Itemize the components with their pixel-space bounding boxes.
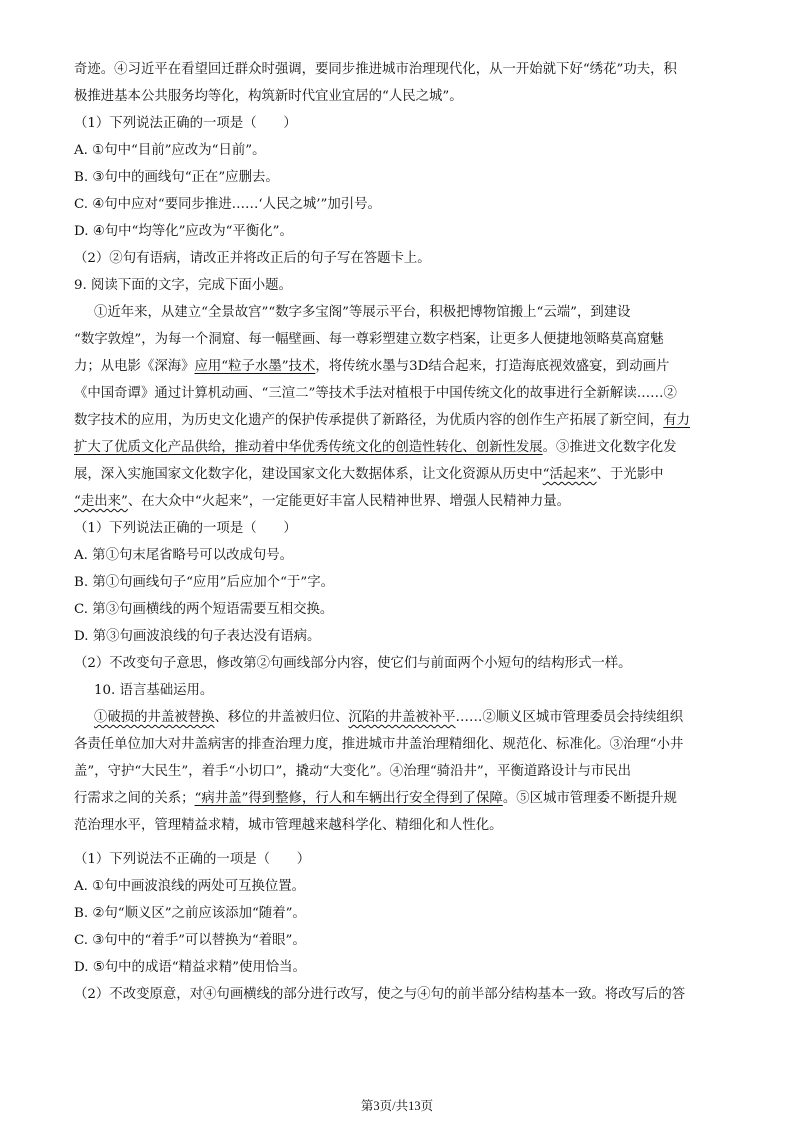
text-segment: 行需求之间的关系； bbox=[74, 791, 195, 806]
wavy-underlined-segment: “走出来” bbox=[74, 494, 128, 509]
wavy-underlined-segment: “活起来” bbox=[542, 467, 597, 482]
question-9-1-prompt: （1）下列说法正确的一项是（ ） bbox=[74, 521, 297, 536]
text-segment: 、移位的井盖被归位、 bbox=[214, 710, 349, 725]
option-b: B. ③句中的画线句“正在”应删去。 bbox=[74, 170, 279, 185]
passage-line: 各责任单位加大对井盖病害的排查治理力度，推进城市井盖治理精细化、规范化、标准化。③治理“小井 bbox=[74, 737, 684, 752]
option-a: A. ①句中画波浪线的两处可互换位置。 bbox=[74, 879, 306, 894]
passage-line bbox=[94, 708, 683, 728]
text-segment: 、于光影中 bbox=[596, 467, 664, 482]
underlined-segment: 应用“粒子水墨”技术 bbox=[194, 359, 316, 374]
passage-line bbox=[74, 492, 570, 512]
passage-line: ①近年来，从建立“全景故宫”“数字多宝阁”等展示平台，积极把博物馆搬上“云端”，到建设 bbox=[94, 305, 631, 320]
text-segment: 。③推进文化数字化发 bbox=[542, 440, 677, 455]
option-c: C. ③句中的“着手”可以替换为“着眼”。 bbox=[74, 933, 306, 948]
option-d: D. ⑤句中的成语“精益求精”使用恰当。 bbox=[74, 960, 306, 975]
passage-line bbox=[74, 438, 677, 458]
question-9-title: 9. 阅读下面的文字，完成下面小题。 bbox=[74, 278, 292, 293]
text-segment: 展，深入实施国家文化数字化，建设国家文化大数据体系，让文化资源从历史中 bbox=[74, 467, 543, 482]
wavy-underlined-segment: ①破损的井盖被替换 bbox=[94, 710, 215, 725]
option-b: B. 第①句画线句子“应用”后应加个“于”字。 bbox=[74, 575, 334, 590]
passage-line bbox=[74, 357, 669, 377]
passage-line: “数字敦煌”，为每一个洞窟、每一幅壁画、每一尊彩塑建立数字档案，让更多人便捷地领略莫高窟魅 bbox=[74, 332, 664, 347]
option-a: A. ①句中“目前”应改为“日前”。 bbox=[74, 143, 266, 158]
option-d: D. 第③句画波浪线的句子表达没有语病。 bbox=[74, 629, 321, 644]
wavy-underlined-segment: 沉陷的井盖被补平 bbox=[348, 710, 456, 725]
text-segment: ，将传统水墨与3D结合起来，打造海底视效盛宴，到动画片 bbox=[315, 359, 670, 374]
option-c: C. 第③句画横线的两个短语需要互相交换。 bbox=[74, 602, 334, 617]
underlined-segment: 有力 bbox=[663, 413, 690, 428]
option-d: D. ④句中“均等化”应改为“平衡化”。 bbox=[74, 224, 293, 239]
paragraph-line: 极推进基本公共服务均等化，构筑新时代宜业宜居的“人民之城”。 bbox=[74, 89, 463, 104]
question-10-1-prompt: （1）下列说法不正确的一项是（ ） bbox=[74, 852, 311, 867]
question-10-title: 10. 语言基础运用。 bbox=[94, 683, 214, 698]
question-8-2-prompt: （2）②句有语病，请改正并将改正后的句子写在答题卡上。 bbox=[74, 251, 431, 266]
text-segment: ……②顺义区城市管理委员会持续组织 bbox=[455, 710, 684, 725]
text-segment: 。⑤区城市管理委不断提升规 bbox=[502, 791, 677, 806]
passage-line: 盖”，守护“大民生”，着手“小切口”，撬动“大变化”。④治理“骑沿井”，平衡道路设计与市民出 bbox=[74, 764, 632, 779]
passage-line: 范治理水平，管理精益求精，城市管理越来越科学化、精细化和人性化。 bbox=[74, 818, 503, 833]
question-8-1-prompt: （1）下列说法正确的一项是（ ） bbox=[74, 116, 297, 131]
passage-line bbox=[74, 465, 664, 485]
underlined-segment: “病井盖”得到整修，行人和车辆出行安全得到了保障 bbox=[194, 791, 503, 806]
page-number: 第3页/共13页 bbox=[360, 1099, 434, 1113]
passage-line bbox=[74, 411, 690, 431]
text-segment: 力；从电影《深海》 bbox=[74, 359, 195, 374]
passage-line bbox=[74, 789, 677, 809]
option-c: C. ④句中应对“要同步推进……‘人民之城’”加引号。 bbox=[74, 197, 381, 212]
option-b: B. ②句“顺义区”之前应该添加“随着”。 bbox=[74, 906, 306, 921]
question-9-2-prompt: （2）不改变句子意思，修改第②句画线部分内容，使它们与前面两个小短句的结构形式一样。 bbox=[74, 656, 632, 671]
text-segment: 、在大众中“火起来”，一定能更好丰富人民精神世界、增强人民精神力量。 bbox=[127, 494, 571, 509]
question-10-2-prompt: （2）不改变原意，对④句画横线的部分进行改写，使之与④句的前半部分结构基本一致。将改写后的答 bbox=[74, 987, 686, 1002]
text-segment: 数字技术的应用，为历史文化遗产的保护传承提供了新路径，为优质内容的创作生产拓展了新空间， bbox=[74, 413, 664, 428]
underlined-segment: 扩大了优质文化产品供给，推动着中华优秀传统文化的创造性转化、创新性发展 bbox=[74, 440, 543, 455]
passage-line: 《中国奇谭》通过计算机动画、“三渲二”等技术手法对植根于中国传统文化的故事进行全新解读……② bbox=[74, 386, 677, 401]
option-a: A. 第①句末尾省略号可以改成句号。 bbox=[74, 548, 294, 563]
paragraph-line: 奇迹。④习近平在看望回迁群众时强调，要同步推进城市治理现代化，从一开始就下好“绣花”功夫，积 bbox=[74, 62, 677, 77]
